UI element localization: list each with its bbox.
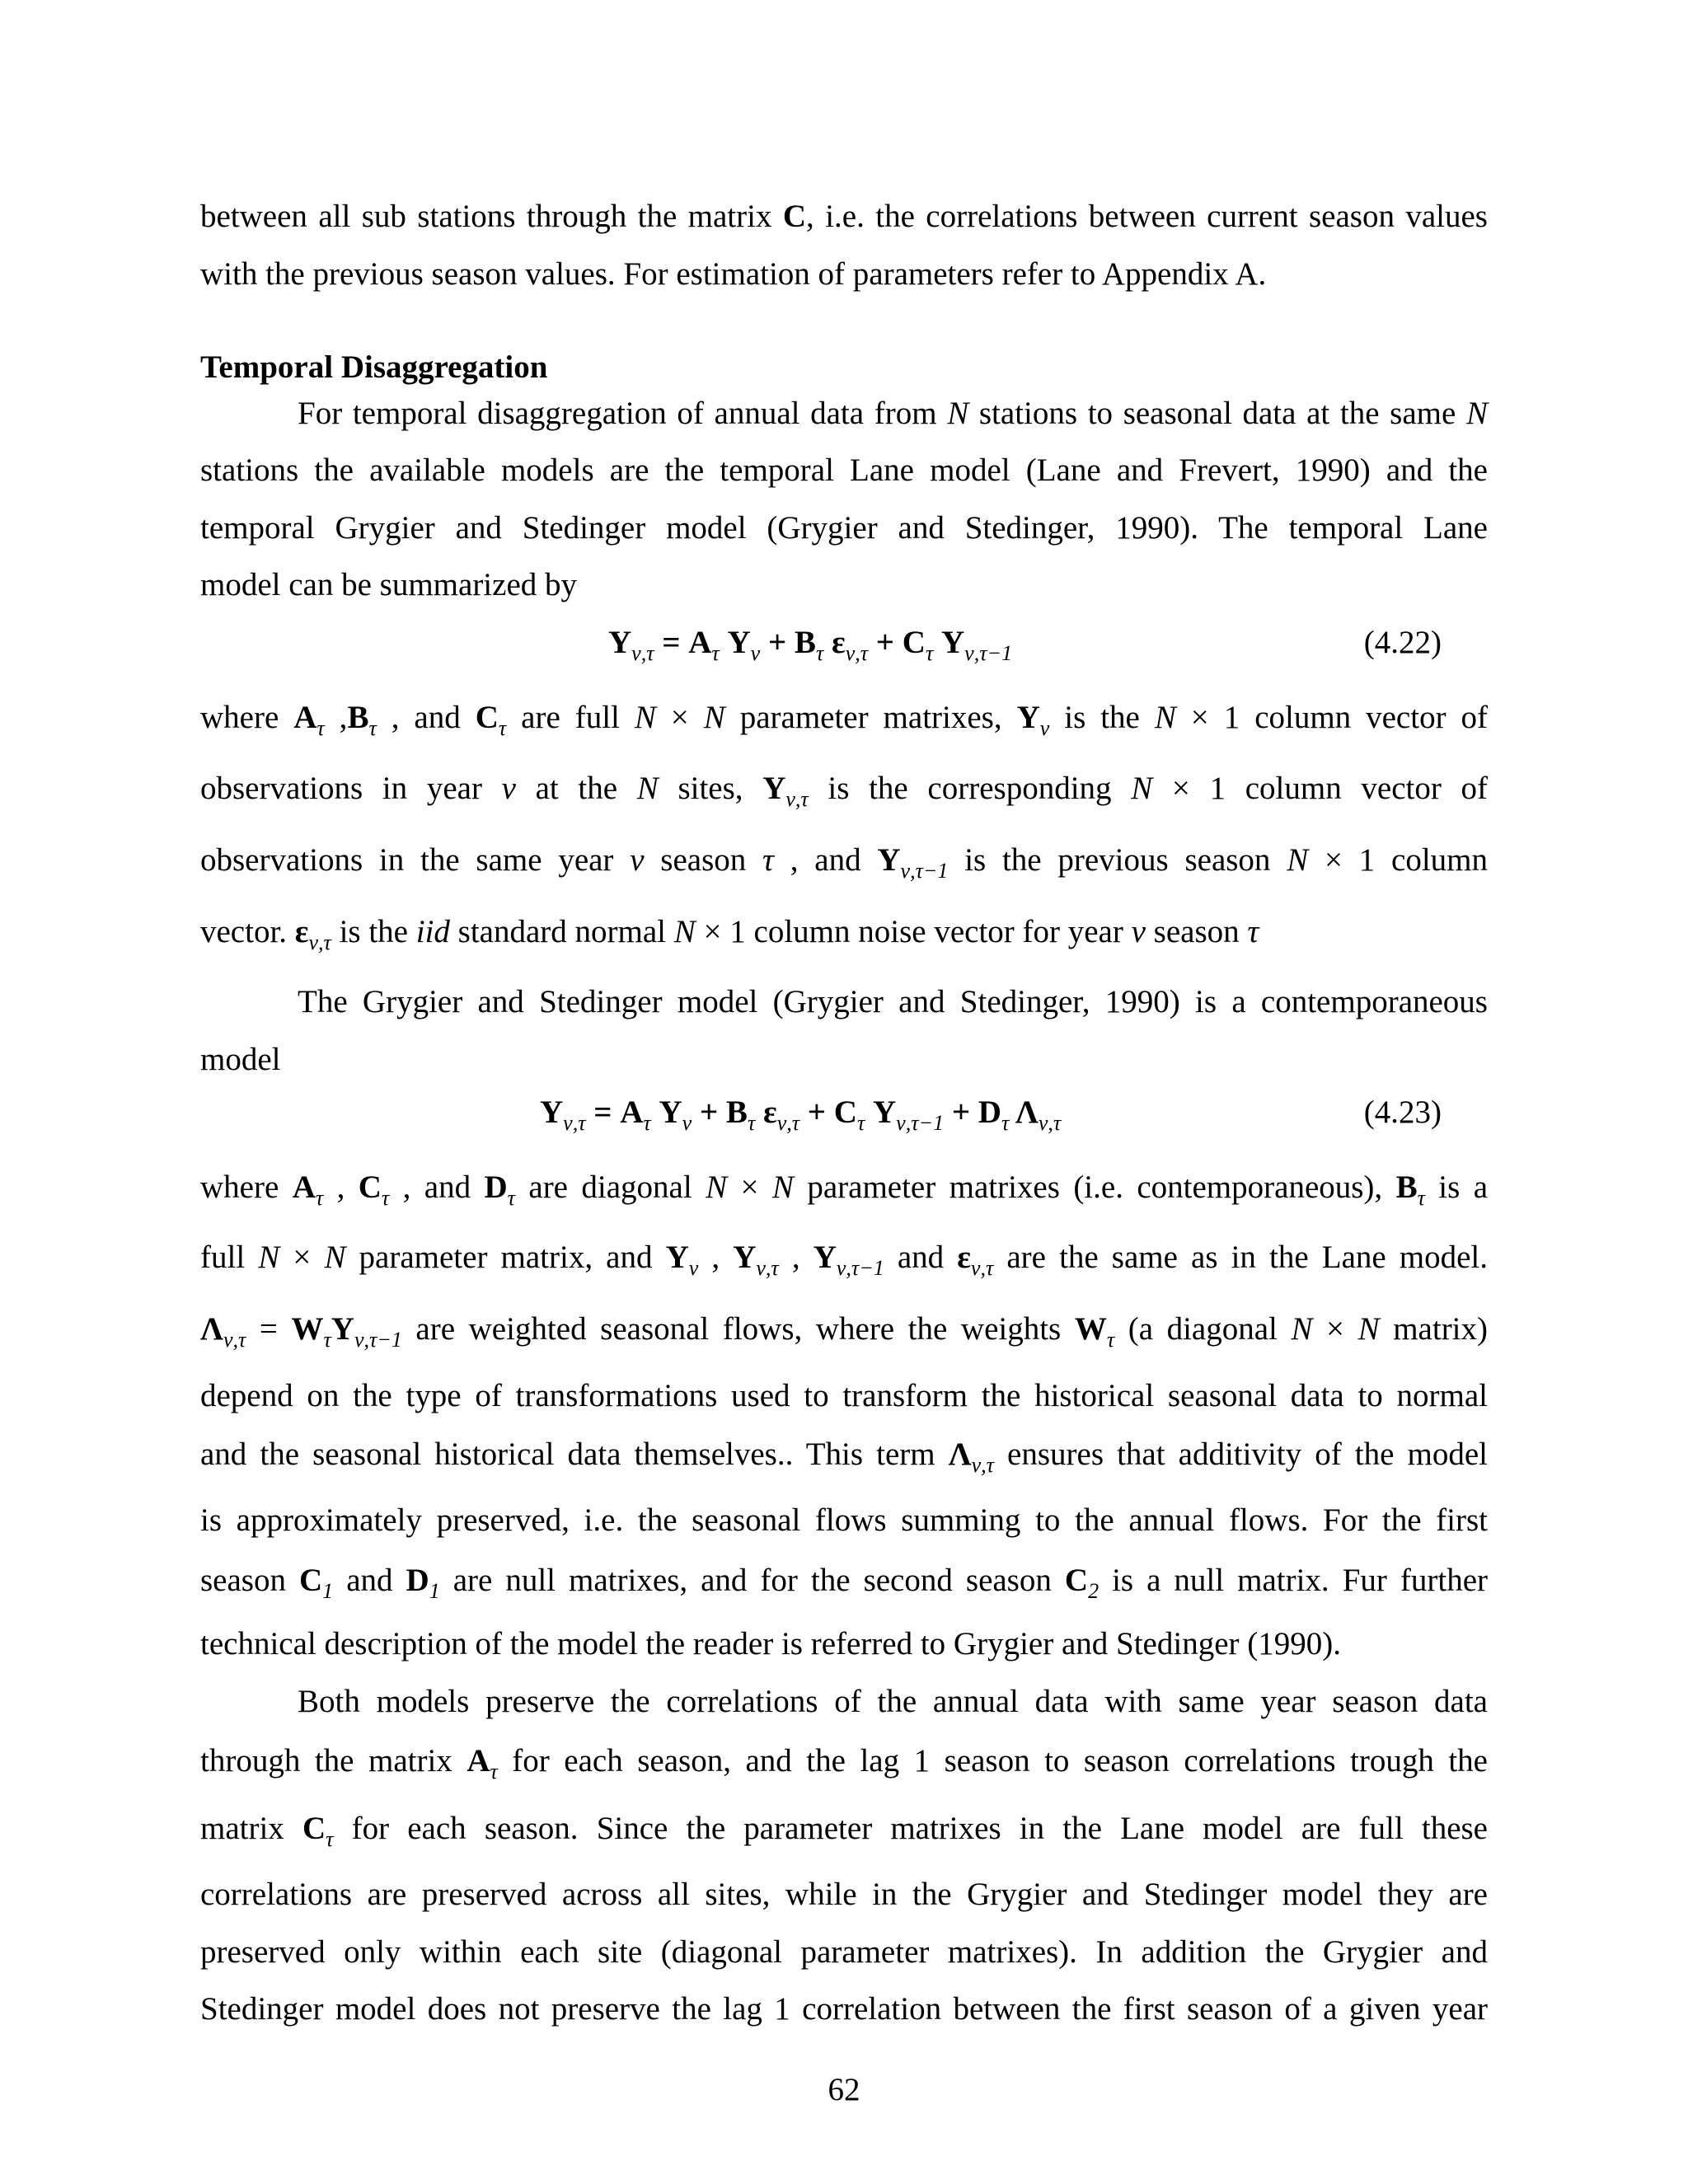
- text-line: $\Lambda_{\nu,\tau} = W_\tau Y_{\nu,\tau-1}$ are weighted seasonal flows, where the weights $W_\tau$ (a diagonal N × N matrix): [200, 1311, 1489, 1352]
- text-line: observations in year ν at the N sites, $Y_{\nu,\tau}$ is the corresponding N × 1 column vector of: [200, 771, 1489, 811]
- text-line: Stedinger model does not preserve the lag 1 correlation between the first season of a given year: [200, 1991, 1488, 2027]
- equation-number: (4.22): [1363, 625, 1442, 660]
- equation: $Y_{\nu,\tau} = A_\tau$ $Y_\nu + B_\tau$ $\varepsilon_{\nu,\tau} + C_\tau$ $Y_{\nu,\tau-1}$: [608, 625, 1013, 665]
- text-line: is approximately preserved, i.e. the seasonal flows summing to the annual flows. For the first: [200, 1502, 1488, 1538]
- text-line: Both models preserve the correlations of the annual data with same year season data: [298, 1684, 1488, 1719]
- equation-number: (4.23): [1363, 1094, 1442, 1130]
- text-line: For temporal disaggregation of annual data from N stations to seasonal data at the same N: [298, 396, 1488, 431]
- text-line: stations the available models are the temporal Lane model (Lane and Frevert, 1990) and the: [200, 452, 1488, 488]
- text-line: technical description of the model the reader is referred to Grygier and Stedinger (1990).: [200, 1626, 1341, 1661]
- text-line: correlations are preserved across all sites, while in the Grygier and Stedinger model they are: [200, 1877, 1488, 1912]
- text-line: where $A_\tau$ , $C_\tau$ , and $D_\tau$ are diagonal N × N parameter matrixes (i.e. contemporaneous), $B_\tau$ is a: [200, 1169, 1489, 1210]
- text-line: with the previous season values. For estimation of parameters refer to Appendix A.: [200, 256, 1267, 292]
- section-heading: Temporal Disaggregation: [200, 349, 548, 385]
- text-line: matrix $C_\tau$ for each season. Since the parameter matrixes in the Lane model are full these: [200, 1811, 1488, 1851]
- text-line: where $A_\tau$ $,B_\tau$ , and $C_\tau$ are full N × N parameter matrixes, $Y_\nu$ is the N × 1 column vector of: [200, 700, 1489, 740]
- text-line: observations in the same year ν season τ , and $Y_{\nu,\tau-1}$ is the previous season N × 1 column: [200, 842, 1488, 883]
- text-line: vector. $\varepsilon_{\nu,\tau}$ is the iid standard normal N × 1 column noise vector for year ν season τ: [200, 914, 1259, 954]
- text-line: The Grygier and Stedinger model (Grygier and Stedinger, 1990) is a contemporaneous: [298, 984, 1488, 1019]
- text-line: model can be summarized by: [200, 567, 578, 602]
- text-line: between all sub stations through the matrix C, i.e. the correlations between current season values: [200, 199, 1488, 234]
- text-line: depend on the type of transformations used to transform the historical seasonal data to normal: [200, 1378, 1488, 1413]
- text-line: preserved only within each site (diagonal parameter matrixes). In addition the Grygier and: [200, 1934, 1488, 1970]
- equation: $Y_{\nu,\tau} = A_\tau$ $Y_\nu + B_\tau$ $\varepsilon_{\nu,\tau} + C_\tau$ $Y_{\nu,\tau-1} + D_\tau$ $\Lambda_{\nu,\tau}$: [540, 1094, 1062, 1135]
- text-line: and the seasonal historical data themselves.. This term $\Lambda_{\nu,\tau}$ ensures that additivity of the model: [200, 1436, 1488, 1477]
- page-number: 62: [828, 2072, 860, 2107]
- text-line: through the matrix $A_\tau$ for each season, and the lag 1 season to season correlations trough the: [200, 1743, 1488, 1783]
- text-line: model: [200, 1042, 281, 1077]
- text-line: season $C_1$ and $D_1$ are null matrixes, and for the second season $C_2$ is a null matrix. Fur further: [200, 1563, 1488, 1603]
- text-line: full N × N parameter matrix, and $Y_\nu$ , $Y_{\nu,\tau}$ , $Y_{\nu,\tau-1}$ and $\varepsilon_{\nu,\tau}$ are the same as in the Lane model.: [200, 1240, 1489, 1280]
- text-line: temporal Grygier and Stedinger model (Grygier and Stedinger, 1990). The temporal Lane: [200, 510, 1488, 546]
